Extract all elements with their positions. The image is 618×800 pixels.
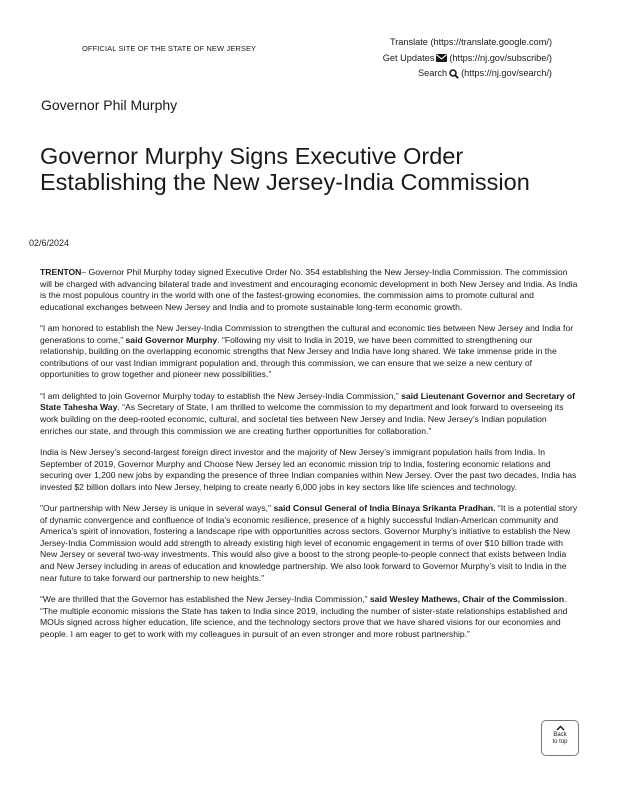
paragraph-6-speaker: said Wesley Mathews, Chair of the Commission bbox=[369, 594, 565, 605]
article-body bbox=[40, 267, 580, 650]
back-to-top-button[interactable] bbox=[541, 720, 579, 756]
governor-name-link[interactable]: Governor Phil Murphy bbox=[41, 97, 178, 113]
search-link[interactable] bbox=[383, 66, 552, 82]
paragraph-2-text: . “Following my visit to India in 2019, we have been committed to strengthening our relationship, building on the overlapping economic strengths that New Jersey and India have long shared. We take immense pride in the contributions of our vast Indian immigrant population and, through this commission, we can ensure that we seize a new century of opportunities to grow together and pioneer new possibilities.” bbox=[40, 334, 557, 380]
back-to-top-line1: Back bbox=[553, 732, 567, 738]
paragraph-4: India is New Jersey’s second-largest foreign direct investor and the majority of New Jersey’s immigrant population hails from India. In September of 2019, Governor Murphy and Choose New Jersey led an economic mission trip to India, fostering economic relations and securing over 1,200 new jobs by expanding the presence of three Indian companies within New Jersey. Over the past two decades, India has invested $2 billion dollars into New Jersey, helping to create nearly 6,000 jobs in key sectors like life sciences and technology. bbox=[40, 447, 577, 492]
paragraph-2 bbox=[40, 323, 580, 381]
back-to-top-line2: to top bbox=[552, 739, 568, 745]
translate-link[interactable] bbox=[383, 35, 552, 51]
chevron-up-icon bbox=[556, 725, 565, 731]
article-date: 02/6/2024 bbox=[29, 238, 70, 248]
paragraph-5-speaker: said Consul General of India Binaya Srikanta Pradhan. bbox=[273, 503, 496, 514]
paragraph-1-text: – Governor Phil Murphy today signed Executive Order No. 354 establishing the New Jersey-India Commission. The commission will be charged with advancing bilateral trade and investment and encouraging economic development in both New Jersey and India. As India is the most populous country in the world with one of the fastest-growing economies, the commission aims to promote cultural and educational exchanges between New Jersey and India and to promote sustainable long-term economic growth. bbox=[40, 267, 578, 312]
article-title: Governor Murphy Signs Executive Order Establishing the New Jersey-India Commission bbox=[40, 143, 530, 195]
paragraph-3-text: . “As Secretary of State, I am thrilled to welcome the commission to my department and look forward to overseeing its work building on the deep-rooted economic, cultural, and societal ties between New Jersey and India. New Jersey’s Indian population enriches our state, and through this commission we are creating further opportunities for collaboration.” bbox=[40, 402, 564, 436]
paragraph-6-text: . “The multiple economic missions the State has taken to India since 2019, including the number of sister-state relationships established and MOUs signed across higher education, life science, and the technology sectors prove that we have shared visions for our economies and people. I am eager to get to work with my colleagues in pursuit of an even stronger and more robust partnership.” bbox=[40, 594, 568, 639]
paragraph-5-text: “It is a potential story of dynamic convergence and confluence of India’s economic resilience, presence of a highly successful Indian-American community and America's spirit of innovation, fostering a landscape ripe with opportunities across sectors. Governor Murphy’s initiative to establish the New Jersey-India Commission would add strength to already existing high level of economic engagement in terms of over $10 billion trade with New Jersey or several two-way investments. This would also give a boost to the strong people-to-people connect that exists between India and New Jersey including in areas of education and knowledge partnership. We also look forward to Governor Murphy’s visit to India in the near future to take forward our partnership to new heights." bbox=[40, 503, 578, 583]
paragraph-6-quote: “We are thrilled that the Governor has established the New Jersey-India Commission,” bbox=[40, 594, 368, 605]
paragraph-2-speaker: said Governor Murphy bbox=[125, 334, 218, 345]
search-url[interactable]: (https://nj.gov/search/) bbox=[461, 68, 552, 78]
paragraph-3-speaker: said Lieutenant Governor and Secretary of State Tahesha Way bbox=[40, 390, 575, 413]
paragraph-5-quote: "Our partnership with New Jersey is unique in several ways," bbox=[40, 503, 272, 514]
get-updates-label[interactable]: Get Updates bbox=[382, 52, 435, 63]
paragraph-5 bbox=[40, 503, 580, 584]
paragraph-3 bbox=[40, 391, 580, 437]
official-site-label: OFFICIAL SITE OF THE STATE OF NEW JERSEY bbox=[82, 44, 257, 53]
paragraph-2-quote: “I am honored to establish the New Jersey-India Commission to strengthen the cultural and economic ties between New Jersey and India for generations to come,” bbox=[40, 323, 574, 345]
paragraph-3-quote: “I am delighted to join Governor Murphy today to establish the New Jersey-India Commission,” bbox=[40, 390, 399, 401]
search-icon bbox=[449, 69, 459, 79]
translate-link-text[interactable]: Translate (https://translate.google.com/) bbox=[389, 37, 552, 47]
get-updates-link[interactable] bbox=[383, 51, 552, 67]
search-label[interactable]: Search bbox=[417, 68, 448, 78]
utility-links bbox=[383, 35, 552, 82]
get-updates-url[interactable]: (https://nj.gov/subscribe/) bbox=[449, 52, 552, 63]
envelope-icon bbox=[436, 54, 447, 62]
paragraph-6 bbox=[40, 594, 580, 640]
dateline: TRENTON bbox=[40, 267, 82, 277]
paragraph-1 bbox=[40, 267, 580, 313]
